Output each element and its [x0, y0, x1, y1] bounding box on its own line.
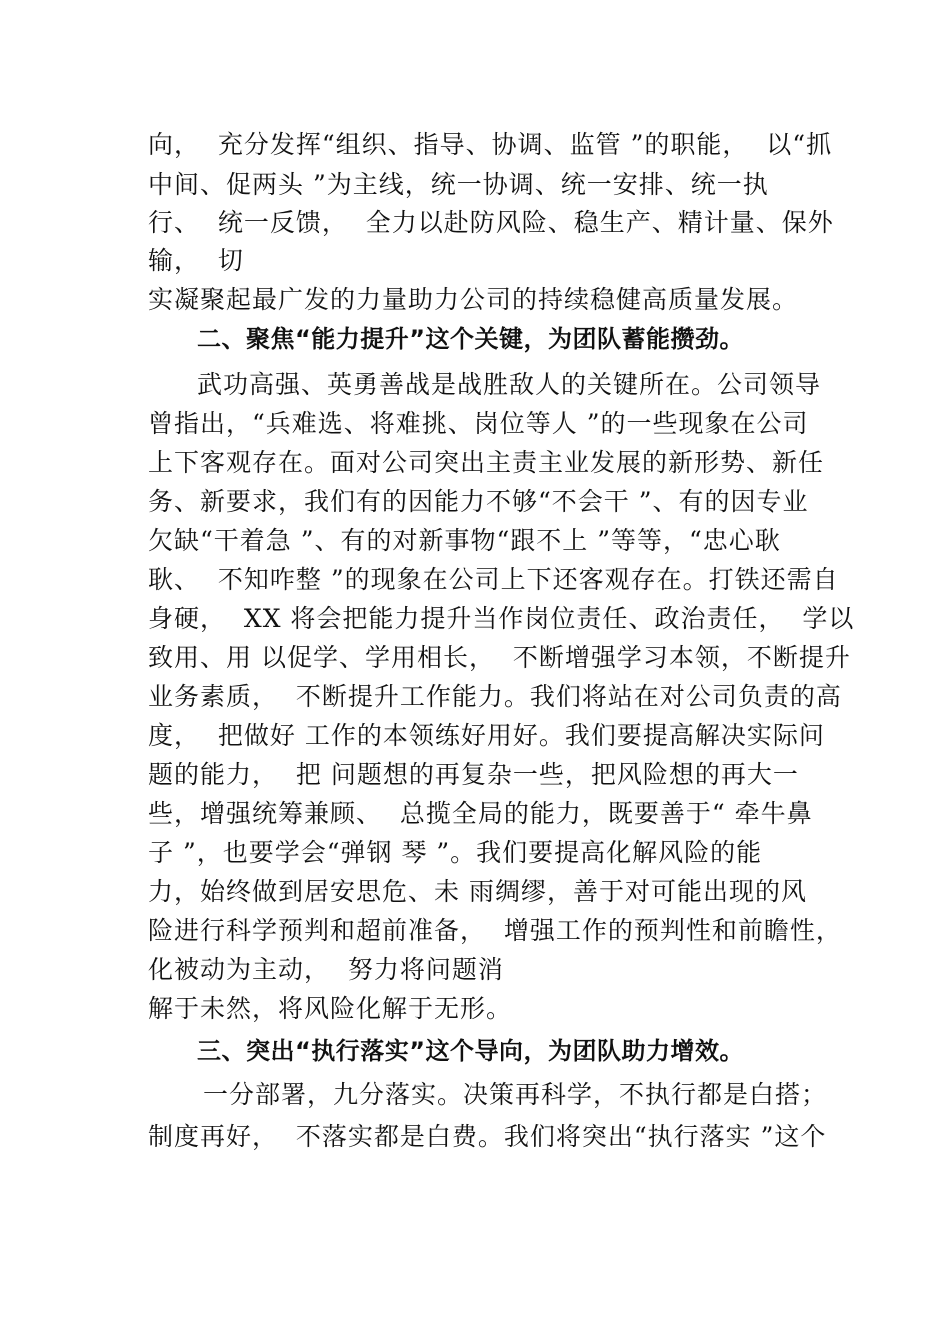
section-heading-2: 二、聚焦“能力提升”这个关键，为团队蓄能攒劲。: [197, 325, 745, 353]
paragraph-2-line-5: 欠缺“干着急 ”、有的对新事物“跟不上 ”等等，“忠心耿: [148, 526, 781, 555]
paragraph-2-line-6: 耿、 不知咋整 ”的现象在公司上下还客观存在。打铁还需自: [148, 565, 839, 594]
paragraph-2-line-4: 务、新要求，我们有的因能力不够“不会干 ”、有的因专业: [148, 487, 809, 516]
paragraph-3-line-2: 制度再好， 不落实都是白费。我们将突出“执行落实 ”这个: [148, 1122, 827, 1151]
paragraph-1-line-2: 中间、促两头 ”为主线，统一协调、统一安排、统一执: [148, 170, 769, 199]
paragraph-2-line-9: 业务素质， 不断提升工作能力。我们将站在对公司负责的高: [148, 682, 842, 711]
paragraph-2-line-7: 身硬， XX 将会把能力提升当作岗位责任、政治责任， 学以: [148, 604, 855, 633]
paragraph-2-line-17: 解于未然，将风险化解于无形。: [148, 994, 513, 1023]
paragraph-2-line-15: 险进行科学预判和超前准备， 增强工作的预判性和前瞻性，: [148, 916, 842, 945]
paragraph-2-line-11: 题的能力， 把 问题想的再复杂一些，把风险想的再大一: [148, 760, 799, 789]
paragraph-1-line-3: 行、 统一反馈， 全力以赴防风险、稳生产、精计量、保外: [148, 208, 834, 237]
paragraph-2-line-13: 子 ”，也要学会“弹钢 琴 ”。我们要提高化解风险的能: [148, 838, 763, 867]
paragraph-2-line-2: 曾指出，“兵难选、将难挑、岗位等人 ”的一些现象在公司: [148, 409, 809, 438]
paragraph-2-line-12: 些，增强统筹兼顾、 总揽全局的能力，既要善于“ 牵牛鼻: [148, 799, 813, 828]
paragraph-2-line-16: 化被动为主动， 努力将问题消: [148, 955, 504, 984]
paragraph-1-line-4: 输， 切: [148, 246, 244, 275]
paragraph-2-line-10: 度， 把做好 工作的本领练好用好。我们要提高解决实际问: [148, 721, 825, 750]
section-heading-3: 三、突出“执行落实”这个导向，为团队助力增效。: [197, 1037, 745, 1065]
paragraph-2-line-3: 上下客观存在。面对公司突出主责主业发展的新形势、新任: [148, 448, 825, 477]
paragraph-1-line-1: 向， 充分发挥“组织、指导、协调、监管 ”的职能， 以“抓: [148, 130, 833, 159]
paragraph-2-line-8: 致用、用 以促学、学用相长， 不断增强学习本领，不断提升: [148, 643, 851, 672]
paragraph-2-line-1: 武功高强、英勇善战是战胜敌人的关键所在。公司领导: [197, 370, 822, 399]
paragraph-3-line-1: 一分部署，九分落实。决策再科学，不执行都是白搭；: [203, 1080, 828, 1109]
paragraph-1-line-5: 实凝聚起最广发的力量助力公司的持续稳健高质量发展。: [148, 285, 799, 314]
paragraph-2-line-14: 力，始终做到居安思危、未 雨绸缪，善于对可能出现的风: [148, 877, 807, 906]
